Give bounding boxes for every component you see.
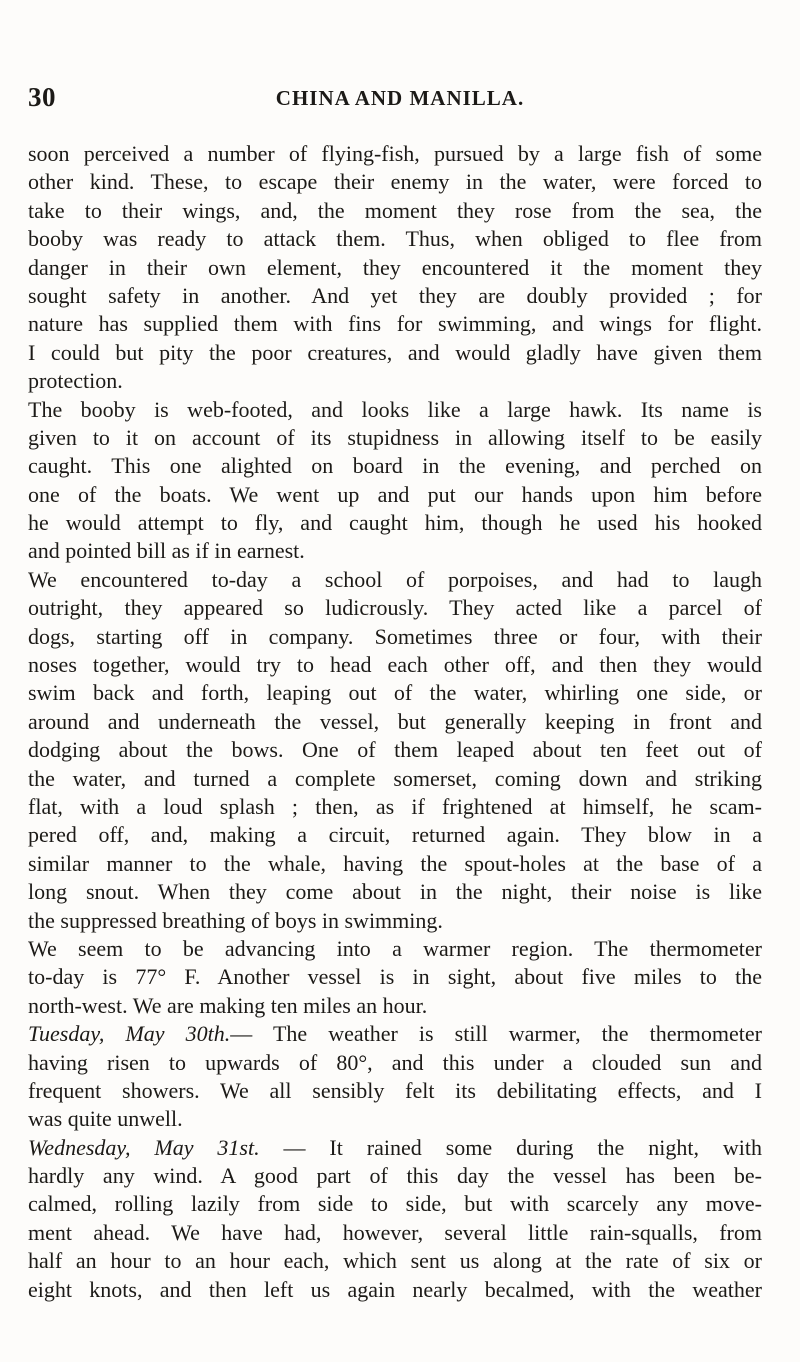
text-line: the suppressed breathing of boys in swimming. (28, 907, 443, 933)
text-line: other kind. These, to escape their enemy in the water, were forced to (28, 169, 762, 195)
text-line: pered off, and, making a circuit, returned again. They blow in a (28, 822, 762, 848)
text-line: booby was ready to attack them. Thus, when obliged to flee from (28, 226, 762, 252)
text-line: eight knots, and then left us again nearly becalmed, with the weather (28, 1276, 762, 1302)
text-line: to-day is 77° F. Another vessel is in sight, about five miles to the (28, 964, 762, 990)
text-line: flat, with a loud splash ; then, as if frightened at himself, he scam- (28, 793, 762, 819)
text-line: danger in their own element, they encountered it the moment they (28, 254, 762, 280)
text-line: given to it on account of its stupidness in allowing itself to be easily (28, 424, 762, 450)
date-heading-wednesday: Wednesday, May 31st. (28, 1134, 260, 1160)
text-line: one of the boats. We went up and put our hands upon him before (28, 481, 762, 507)
text-line: and pointed bill as if in earnest. (28, 538, 305, 564)
text-line: north-west. We are making ten miles an hour. (28, 992, 428, 1018)
text-line: nature has supplied them with fins for swimming, and wings for flight. (28, 311, 762, 337)
text-line-remainder: — It rained some during the night, with (259, 1134, 763, 1160)
text-line: around and underneath the vessel, but generally keeping in front and (28, 708, 762, 734)
text-line: caught. This one alighted on board in the evening, and perched on (28, 453, 762, 479)
body-text (28, 140, 762, 1304)
text-line: half an hour to an hour each, which sent us along at the rate of six or (28, 1248, 762, 1274)
text-line: frequent showers. We all sensibly felt its debilitating effects, and I (28, 1077, 762, 1103)
text-line: hardly any wind. A good part of this day the vessel has been be- (28, 1163, 762, 1189)
text-line: take to their wings, and, the moment they rose from the sea, the (28, 197, 762, 223)
text-line: We seem to be advancing into a warmer region. The thermometer (28, 935, 762, 961)
text-line: protection. (28, 368, 123, 394)
text-line: outright, they appeared so ludicrously. They acted like a parcel of (28, 595, 762, 621)
date-heading-tuesday: Tuesday, May 30th. (28, 1021, 231, 1047)
text-line: similar manner to the whale, having the spout-holes at the base of a (28, 850, 762, 876)
text-line-remainder: — The weather is still warmer, the thermometer (230, 1021, 762, 1047)
text-line: sought safety in another. And yet they are doubly provided ; for (28, 282, 762, 308)
text-line: the water, and turned a complete somerset, coming down and striking (28, 765, 762, 791)
text-line: noses together, would try to head each other off, and then they would (28, 652, 762, 678)
text-line: he would attempt to fly, and caught him, though he used his hooked (28, 510, 762, 536)
page-number: 30 (28, 82, 56, 112)
text-line: swim back and forth, leaping out of the water, whirling one side, or (28, 680, 762, 706)
text-line (28, 1134, 762, 1162)
text-line (28, 1020, 762, 1048)
text-line: dodging about the bows. One of them leaped about ten feet out of (28, 737, 762, 763)
text-line: calmed, rolling lazily from side to side, but with scarcely any move- (28, 1191, 762, 1217)
running-title: CHINA AND MANILLA. (275, 86, 525, 110)
text-line: soon perceived a number of flying-fish, pursued by a large fish of some (28, 141, 762, 166)
text-line: ment ahead. We have had, however, several little rain-squalls, from (28, 1219, 762, 1245)
text-line: I could but pity the poor creatures, and would gladly have given them (28, 339, 762, 365)
text-line: We encountered to-day a school of porpoises, and had to laugh (28, 566, 762, 592)
text-line: The booby is web-footed, and looks like a large hawk. Its name is (28, 396, 762, 422)
text-line: having risen to upwards of 80°, and this under a clouded sun and (28, 1049, 762, 1075)
text-line: dogs, starting off in company. Sometimes three or four, with their (28, 623, 762, 649)
text-line: long snout. When they come about in the night, their noise is like (28, 879, 762, 905)
text-line: was quite unwell. (28, 1106, 183, 1132)
